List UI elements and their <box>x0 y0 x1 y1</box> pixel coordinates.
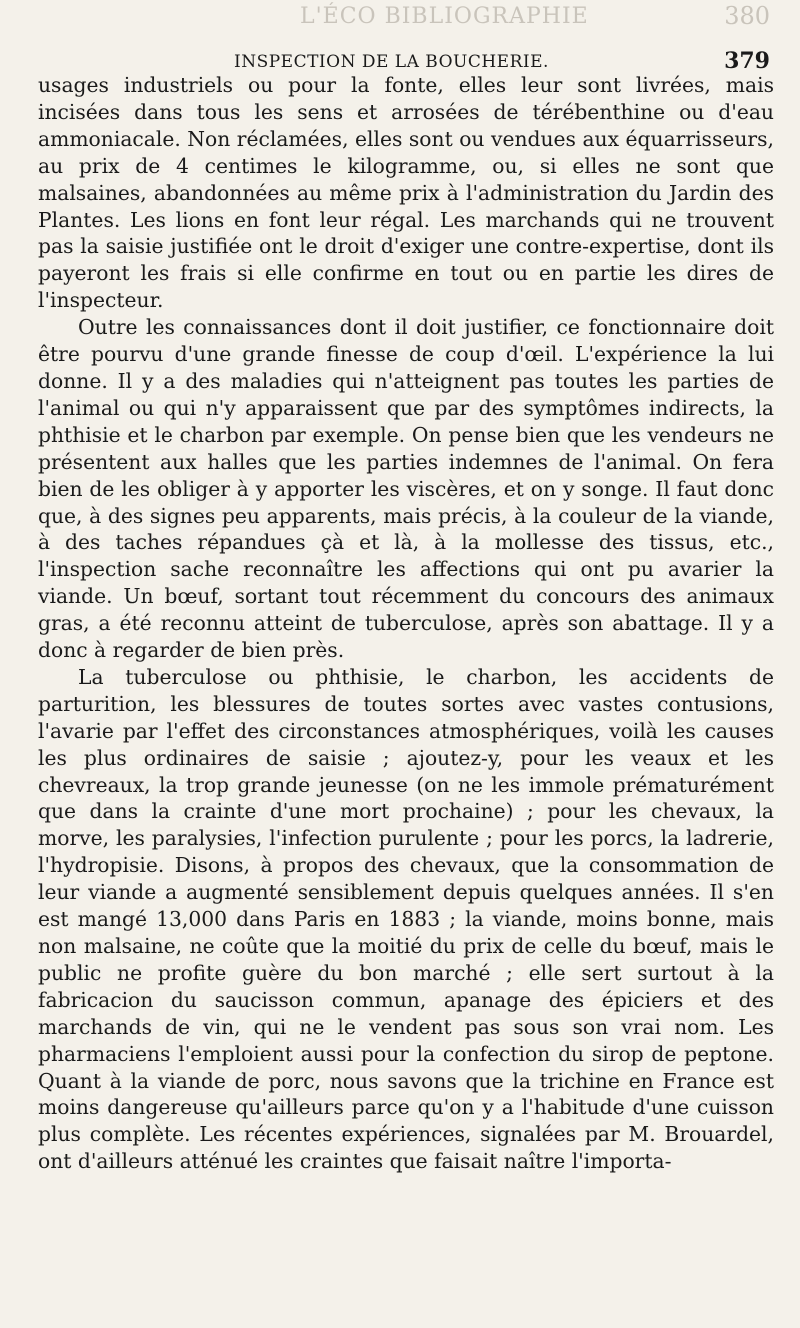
page-number: 379 <box>724 48 770 74</box>
paragraph-2: Outre les connaissances dont il doit justifier, ce fonctionnaire doit être pourvu d'une grande finesse de coup d'œil. L'expérience la lui donne. Il y a des maladies qui n'atteignent pas toutes les parties de l'animal ou qui n'y apparaissent que par des symptômes indirects, la phthisie et le charbon par exemple. On pense bien que les vendeurs ne présentent aux halles que les parties indemnes de l'animal. On fera bien de les obliger à y apporter les viscères, et on y songe. Il faut donc que, à des signes peu apparents, mais précis, à la couleur de la viande, à des taches répandues çà et là, à la mollesse des tissus, etc., l'inspection sache reconnaître les affections qui ont pu avarier la viande. Un bœuf, sortant tout récemment du concours des animaux gras, a été reconnu atteint de tuberculose, après son abattage. Il y a donc à regarder de bien près. <box>38 315 774 663</box>
bleed-through-page-number: 380 <box>724 2 770 30</box>
body-text <box>38 72 774 1175</box>
running-title: INSPECTION DE LA BOUCHERIE. <box>234 52 549 72</box>
paragraph-1: usages industriels ou pour la fonte, elles leur sont livrées, mais incisées dans tous les sens et arrosées de térébenthine ou d'eau ammoniacale. Non réclamées, elles sont ou vendues aux équarrisseurs, au prix de 4 centimes le kilogramme, ou, si elles ne sont que malsaines, abandonnées au même prix à l'administration du Jardin des Plantes. Les lions en font leur régal. Les marchands qui ne trouvent pas la saisie justifiée ont le droit d'exiger une contre-expertise, dont ils payeront les frais si elle confirme en tout ou en partie les dires de l'inspecteur. <box>38 73 774 313</box>
bleed-through-header: L'ÉCO BIBLIOGRAPHIE <box>300 4 589 29</box>
page-header <box>38 0 774 72</box>
paragraph-3: La tuberculose ou phthisie, le charbon, les accidents de parturition, les blessures de toutes sortes avec vastes contusions, l'avarie par l'effet des circonstances atmosphériques, voilà les causes les plus ordinaires de saisie ; ajoutez-y, pour les veaux et les chevreaux, la trop grande jeunesse (on ne les immole prématurément que dans la crainte d'une mort prochaine) ; pour les chevaux, la morve, les paralysies, l'infection purulente ; pour les porcs, la ladrerie, l'hydropisie. Disons, à propos des chevaux, que la consommation de leur viande a augmenté sensiblement depuis quelques années. Il s'en est mangé 13,000 dans Paris en 1883 ; la viande, moins bonne, mais non malsaine, ne coûte que la moitié du prix de celle du bœuf, mais le public ne profite guère du bon marché ; elle sert surtout à la fabricacion du saucisson commun, apanage des épiciers et des marchands de vin, qui ne le vendent pas sous son vrai nom. Les pharmaciens l'emploient aussi pour la confection du sirop de peptone. Quant à la viande de porc, nous savons que la trichine en France est moins dangereuse qu'ailleurs parce qu'on y a l'habitude d'une cuisson plus complète. Les récentes expériences, signalées par M. Brouardel, ont d'ailleurs atténué les craintes que faisait naître l'importa- <box>38 664 774 1174</box>
